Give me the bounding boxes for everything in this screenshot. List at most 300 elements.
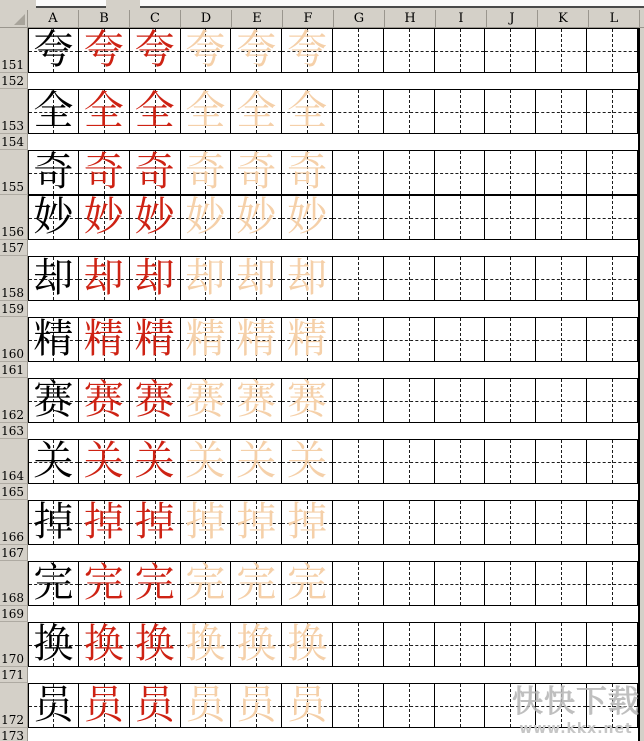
practice-char-C164: 关: [134, 438, 175, 484]
cell-E166[interactable]: [231, 501, 282, 544]
cell-I155[interactable]: [435, 151, 486, 194]
practice-char-F162: 赛: [287, 377, 328, 423]
cell-I168[interactable]: [435, 562, 486, 605]
cell-J155[interactable]: [485, 151, 536, 194]
cell-I172[interactable]: [435, 684, 486, 727]
cell-C153[interactable]: [130, 90, 181, 133]
cell-B155[interactable]: [79, 151, 130, 194]
practice-char-B160: 精: [83, 316, 124, 362]
cell-G166[interactable]: [333, 501, 384, 544]
row-header-170[interactable]: 170: [0, 622, 28, 667]
cell-L158[interactable]: [587, 257, 638, 300]
practice-char-A166: 掉: [33, 499, 74, 545]
spacer-band-165[interactable]: [28, 484, 640, 500]
spacer-band-154[interactable]: [28, 134, 640, 150]
sheet-row-173: [0, 728, 644, 741]
cell-B160[interactable]: [79, 318, 130, 361]
cell-J166[interactable]: [485, 501, 536, 544]
cell-K166[interactable]: [536, 501, 587, 544]
practice-char-B166: 掉: [83, 499, 124, 545]
cell-I164[interactable]: [435, 440, 486, 483]
cell-K168[interactable]: [536, 562, 587, 605]
practice-char-D166: 掉: [185, 499, 226, 545]
row-filler: [640, 683, 644, 728]
row-filler: [640, 378, 644, 423]
cell-A160[interactable]: [28, 318, 79, 361]
row-header-155[interactable]: 155: [0, 150, 28, 195]
cell-F166[interactable]: [282, 501, 333, 544]
cell-L172[interactable]: [587, 684, 638, 727]
cell-K172[interactable]: [536, 684, 587, 727]
sheet-row-169: [0, 606, 644, 622]
spacer-band-173[interactable]: [28, 728, 640, 741]
spacer-band-159[interactable]: [28, 301, 640, 317]
cell-G162[interactable]: [333, 379, 384, 422]
cell-G153[interactable]: [333, 90, 384, 133]
cell-L170[interactable]: [587, 623, 638, 666]
practice-char-B162: 赛: [83, 377, 124, 423]
cell-K151[interactable]: [536, 29, 587, 72]
cell-C160[interactable]: [130, 318, 181, 361]
practice-cells-172: [28, 683, 640, 728]
cell-H160[interactable]: [384, 318, 435, 361]
cell-E153[interactable]: [231, 90, 282, 133]
practice-char-D158: 却: [185, 255, 226, 301]
cell-J151[interactable]: [485, 29, 536, 72]
sheet-row-151: [0, 28, 644, 73]
cell-H155[interactable]: [384, 151, 435, 194]
cell-B164[interactable]: [79, 440, 130, 483]
sheet-row-153: [0, 89, 644, 134]
sheet-row-171: [0, 667, 644, 683]
column-header-D[interactable]: D: [181, 10, 232, 28]
column-header-G[interactable]: G: [334, 10, 385, 28]
cell-D156[interactable]: [181, 196, 232, 239]
column-header-A[interactable]: A: [28, 10, 79, 28]
sheet-row-163: [0, 423, 644, 439]
cell-I151[interactable]: [435, 29, 486, 72]
cell-F158[interactable]: [282, 257, 333, 300]
row-filler: [640, 89, 644, 134]
sheet-row-165: [0, 484, 644, 500]
cell-K162[interactable]: [536, 379, 587, 422]
cell-K160[interactable]: [536, 318, 587, 361]
cell-A168[interactable]: [28, 562, 79, 605]
cell-G170[interactable]: [333, 623, 384, 666]
row-filler: [640, 362, 644, 378]
row-filler: [640, 667, 644, 683]
cell-C166[interactable]: [130, 501, 181, 544]
cell-D162[interactable]: [181, 379, 232, 422]
practice-char-D153: 全: [185, 88, 226, 134]
cell-A156[interactable]: [28, 196, 79, 239]
cell-H156[interactable]: [384, 196, 435, 239]
row-header-157[interactable]: 157: [0, 240, 28, 256]
row-header-161[interactable]: 161: [0, 362, 28, 378]
cell-L162[interactable]: [587, 379, 638, 422]
cell-L164[interactable]: [587, 440, 638, 483]
practice-char-A170: 换: [33, 621, 74, 667]
cell-C168[interactable]: [130, 562, 181, 605]
cell-E164[interactable]: [231, 440, 282, 483]
practice-char-E166: 掉: [236, 499, 277, 545]
practice-char-F151: 夸: [287, 27, 328, 73]
name-box-edge: [36, 0, 106, 8]
cell-G155[interactable]: [333, 151, 384, 194]
column-header-H[interactable]: H: [385, 10, 436, 28]
cell-F151[interactable]: [282, 29, 333, 72]
practice-cells-156: [28, 195, 640, 240]
practice-char-D155: 奇: [185, 149, 226, 195]
cell-J168[interactable]: [485, 562, 536, 605]
practice-char-A153: 全: [33, 88, 74, 134]
row-header-156[interactable]: 156: [0, 195, 28, 240]
cell-I160[interactable]: [435, 318, 486, 361]
row-header-172[interactable]: 172: [0, 683, 28, 728]
select-all-corner[interactable]: [0, 10, 28, 28]
row-filler: [640, 439, 644, 484]
cell-L168[interactable]: [587, 562, 638, 605]
cell-H153[interactable]: [384, 90, 435, 133]
spacer-band-163[interactable]: [28, 423, 640, 439]
row-header-168[interactable]: 168: [0, 561, 28, 606]
cell-D166[interactable]: [181, 501, 232, 544]
cell-H170[interactable]: [384, 623, 435, 666]
cell-H172[interactable]: [384, 684, 435, 727]
practice-char-E168: 完: [236, 560, 277, 606]
cell-F156[interactable]: [282, 196, 333, 239]
cell-J158[interactable]: [485, 257, 536, 300]
cell-A155[interactable]: [28, 151, 79, 194]
cell-E151[interactable]: [231, 29, 282, 72]
spacer-band-161[interactable]: [28, 362, 640, 378]
practice-char-B158: 却: [83, 255, 124, 301]
cell-J156[interactable]: [485, 196, 536, 239]
cell-J162[interactable]: [485, 379, 536, 422]
practice-char-C158: 却: [134, 255, 175, 301]
spacer-band-157[interactable]: [28, 240, 640, 256]
practice-cells-151: [28, 28, 640, 73]
practice-char-F158: 却: [287, 255, 328, 301]
cell-C164[interactable]: [130, 440, 181, 483]
row-header-164[interactable]: 164: [0, 439, 28, 484]
cell-F162[interactable]: [282, 379, 333, 422]
cell-E168[interactable]: [231, 562, 282, 605]
practice-char-D170: 换: [185, 621, 226, 667]
practice-char-D156: 妙: [185, 194, 226, 240]
cell-C162[interactable]: [130, 379, 181, 422]
cell-G158[interactable]: [333, 257, 384, 300]
cell-I170[interactable]: [435, 623, 486, 666]
practice-char-B151: 夸: [83, 27, 124, 73]
cell-C155[interactable]: [130, 151, 181, 194]
cell-A172[interactable]: [28, 684, 79, 727]
row-header-159[interactable]: 159: [0, 301, 28, 317]
practice-cells-160: [28, 317, 640, 362]
cell-D153[interactable]: [181, 90, 232, 133]
sheet-row-159: [0, 301, 644, 317]
practice-char-E170: 换: [236, 621, 277, 667]
cell-J153[interactable]: [485, 90, 536, 133]
practice-char-C155: 奇: [134, 149, 175, 195]
practice-char-D164: 关: [185, 438, 226, 484]
cell-F153[interactable]: [282, 90, 333, 133]
practice-cells-168: [28, 561, 640, 606]
cell-B151[interactable]: [79, 29, 130, 72]
cell-K170[interactable]: [536, 623, 587, 666]
sheet-row-156: [0, 195, 644, 240]
cell-J160[interactable]: [485, 318, 536, 361]
row-header-160[interactable]: 160: [0, 317, 28, 362]
toolbar-bottom-strip: [0, 0, 644, 10]
practice-char-A164: 关: [33, 438, 74, 484]
watermark-url: www.kkx.net: [519, 721, 633, 737]
row-header-171[interactable]: 171: [0, 667, 28, 683]
row-filler: [640, 561, 644, 606]
practice-char-B156: 妙: [83, 194, 124, 240]
column-header-L[interactable]: L: [589, 10, 640, 28]
practice-cells-170: [28, 622, 640, 667]
cell-F168[interactable]: [282, 562, 333, 605]
column-header-I[interactable]: I: [436, 10, 487, 28]
cell-K158[interactable]: [536, 257, 587, 300]
column-header-F[interactable]: F: [283, 10, 334, 28]
cell-F164[interactable]: [282, 440, 333, 483]
sheet-row-166: [0, 500, 644, 545]
cell-H158[interactable]: [384, 257, 435, 300]
practice-char-E164: 关: [236, 438, 277, 484]
practice-char-B164: 关: [83, 438, 124, 484]
formula-bar-edge: [140, 0, 644, 8]
sheet-row-161: [0, 362, 644, 378]
column-header-C[interactable]: C: [130, 10, 181, 28]
practice-char-C151: 夸: [134, 27, 175, 73]
spacer-band-152[interactable]: [28, 73, 640, 89]
spacer-band-167[interactable]: [28, 545, 640, 561]
column-header-E[interactable]: E: [232, 10, 283, 28]
cell-L160[interactable]: [587, 318, 638, 361]
cell-K153[interactable]: [536, 90, 587, 133]
column-header-B[interactable]: B: [79, 10, 130, 28]
row-header-162[interactable]: 162: [0, 378, 28, 423]
cell-E160[interactable]: [231, 318, 282, 361]
cell-G168[interactable]: [333, 562, 384, 605]
cell-L156[interactable]: [587, 196, 638, 239]
practice-char-E172: 员: [236, 682, 277, 728]
cell-I162[interactable]: [435, 379, 486, 422]
row-header-152[interactable]: 152: [0, 73, 28, 89]
practice-char-A158: 却: [33, 255, 74, 301]
cell-H164[interactable]: [384, 440, 435, 483]
row-filler: [640, 317, 644, 362]
cell-L153[interactable]: [587, 90, 638, 133]
cell-L166[interactable]: [587, 501, 638, 544]
cell-D168[interactable]: [181, 562, 232, 605]
practice-char-C172: 员: [134, 682, 175, 728]
cell-G151[interactable]: [333, 29, 384, 72]
practice-char-F155: 奇: [287, 149, 328, 195]
cell-L155[interactable]: [587, 151, 638, 194]
cell-B162[interactable]: [79, 379, 130, 422]
sheet-row-157: [0, 240, 644, 256]
cell-E172[interactable]: [231, 684, 282, 727]
row-header-153[interactable]: 153: [0, 89, 28, 134]
row-filler: [640, 622, 644, 667]
cell-K164[interactable]: [536, 440, 587, 483]
practice-char-F156: 妙: [287, 194, 328, 240]
practice-char-A172: 员: [33, 682, 74, 728]
cell-E162[interactable]: [231, 379, 282, 422]
cell-D170[interactable]: [181, 623, 232, 666]
row-header-167[interactable]: 167: [0, 545, 28, 561]
practice-char-E158: 却: [236, 255, 277, 301]
cell-F172[interactable]: [282, 684, 333, 727]
practice-char-E160: 精: [236, 316, 277, 362]
practice-char-C160: 精: [134, 316, 175, 362]
cell-G156[interactable]: [333, 196, 384, 239]
practice-char-A155: 奇: [33, 149, 74, 195]
column-header-J[interactable]: J: [487, 10, 538, 28]
sheet-grid: [0, 28, 644, 741]
column-header-K[interactable]: K: [538, 10, 589, 28]
cell-G172[interactable]: [333, 684, 384, 727]
cell-E155[interactable]: [231, 151, 282, 194]
cell-B172[interactable]: [79, 684, 130, 727]
row-filler: [640, 728, 644, 741]
sheet-row-172: [0, 683, 644, 728]
cell-D155[interactable]: [181, 151, 232, 194]
cell-C172[interactable]: [130, 684, 181, 727]
practice-char-E162: 赛: [236, 377, 277, 423]
practice-char-C162: 赛: [134, 377, 175, 423]
cell-A170[interactable]: [28, 623, 79, 666]
row-filler: [640, 545, 644, 561]
cell-K156[interactable]: [536, 196, 587, 239]
row-filler: [640, 73, 644, 89]
spacer-band-169[interactable]: [28, 606, 640, 622]
cell-A162[interactable]: [28, 379, 79, 422]
cell-C151[interactable]: [130, 29, 181, 72]
practice-char-F153: 全: [287, 88, 328, 134]
row-filler: [640, 134, 644, 150]
column-header-row: [0, 10, 644, 28]
cell-D151[interactable]: [181, 29, 232, 72]
cell-I156[interactable]: [435, 196, 486, 239]
cell-B153[interactable]: [79, 90, 130, 133]
cell-K155[interactable]: [536, 151, 587, 194]
cell-F155[interactable]: [282, 151, 333, 194]
row-header-163[interactable]: 163: [0, 423, 28, 439]
cell-A164[interactable]: [28, 440, 79, 483]
practice-cells-164: [28, 439, 640, 484]
row-filler: [640, 500, 644, 545]
practice-char-A168: 完: [33, 560, 74, 606]
row-header-151[interactable]: 151: [0, 28, 28, 73]
practice-char-C170: 换: [134, 621, 175, 667]
cell-L151[interactable]: [587, 29, 638, 72]
cell-H162[interactable]: [384, 379, 435, 422]
cell-E156[interactable]: [231, 196, 282, 239]
practice-char-A156: 妙: [33, 194, 74, 240]
practice-char-A151: 夸: [33, 27, 74, 73]
row-header-173[interactable]: 173: [0, 728, 28, 741]
cell-J164[interactable]: [485, 440, 536, 483]
practice-char-B155: 奇: [83, 149, 124, 195]
practice-char-B170: 换: [83, 621, 124, 667]
cell-C158[interactable]: [130, 257, 181, 300]
practice-char-C153: 全: [134, 88, 175, 134]
cell-A153[interactable]: [28, 90, 79, 133]
practice-char-E153: 全: [236, 88, 277, 134]
practice-cells-153: [28, 89, 640, 134]
sheet-row-160: [0, 317, 644, 362]
row-filler: [640, 195, 644, 240]
cell-H168[interactable]: [384, 562, 435, 605]
practice-char-C166: 掉: [134, 499, 175, 545]
spacer-band-171[interactable]: [28, 667, 640, 683]
practice-cells-158: [28, 256, 640, 301]
cell-D172[interactable]: [181, 684, 232, 727]
cell-C156[interactable]: [130, 196, 181, 239]
row-header-165[interactable]: 165: [0, 484, 28, 500]
row-filler: [640, 150, 644, 195]
row-filler: [640, 606, 644, 622]
cell-B168[interactable]: [79, 562, 130, 605]
row-filler: [640, 484, 644, 500]
row-header-169[interactable]: 169: [0, 606, 28, 622]
cell-B166[interactable]: [79, 501, 130, 544]
practice-char-F166: 掉: [287, 499, 328, 545]
cell-H166[interactable]: [384, 501, 435, 544]
row-header-158[interactable]: 158: [0, 256, 28, 301]
practice-cells-166: [28, 500, 640, 545]
cell-D164[interactable]: [181, 440, 232, 483]
cell-B156[interactable]: [79, 196, 130, 239]
cell-C170[interactable]: [130, 623, 181, 666]
row-header-166[interactable]: 166: [0, 500, 28, 545]
cell-J170[interactable]: [485, 623, 536, 666]
cell-G160[interactable]: [333, 318, 384, 361]
cell-H151[interactable]: [384, 29, 435, 72]
sheet-row-162: [0, 378, 644, 423]
cell-I166[interactable]: [435, 501, 486, 544]
cell-F170[interactable]: [282, 623, 333, 666]
sheet-row-158: [0, 256, 644, 301]
row-filler: [640, 301, 644, 317]
cell-E170[interactable]: [231, 623, 282, 666]
practice-char-C156: 妙: [134, 194, 175, 240]
cell-D160[interactable]: [181, 318, 232, 361]
practice-char-F160: 精: [287, 316, 328, 362]
cell-A151[interactable]: [28, 29, 79, 72]
practice-char-A160: 精: [33, 316, 74, 362]
cell-E158[interactable]: [231, 257, 282, 300]
practice-char-A162: 赛: [33, 377, 74, 423]
cell-B158[interactable]: [79, 257, 130, 300]
row-filler: [640, 28, 644, 73]
cell-G164[interactable]: [333, 440, 384, 483]
cell-D158[interactable]: [181, 257, 232, 300]
cell-F160[interactable]: [282, 318, 333, 361]
cell-J172[interactable]: [485, 684, 536, 727]
cell-A166[interactable]: [28, 501, 79, 544]
row-header-154[interactable]: 154: [0, 134, 28, 150]
cell-B170[interactable]: [79, 623, 130, 666]
cell-I153[interactable]: [435, 90, 486, 133]
practice-cells-155: [28, 150, 640, 195]
cell-I158[interactable]: [435, 257, 486, 300]
cell-A158[interactable]: [28, 257, 79, 300]
